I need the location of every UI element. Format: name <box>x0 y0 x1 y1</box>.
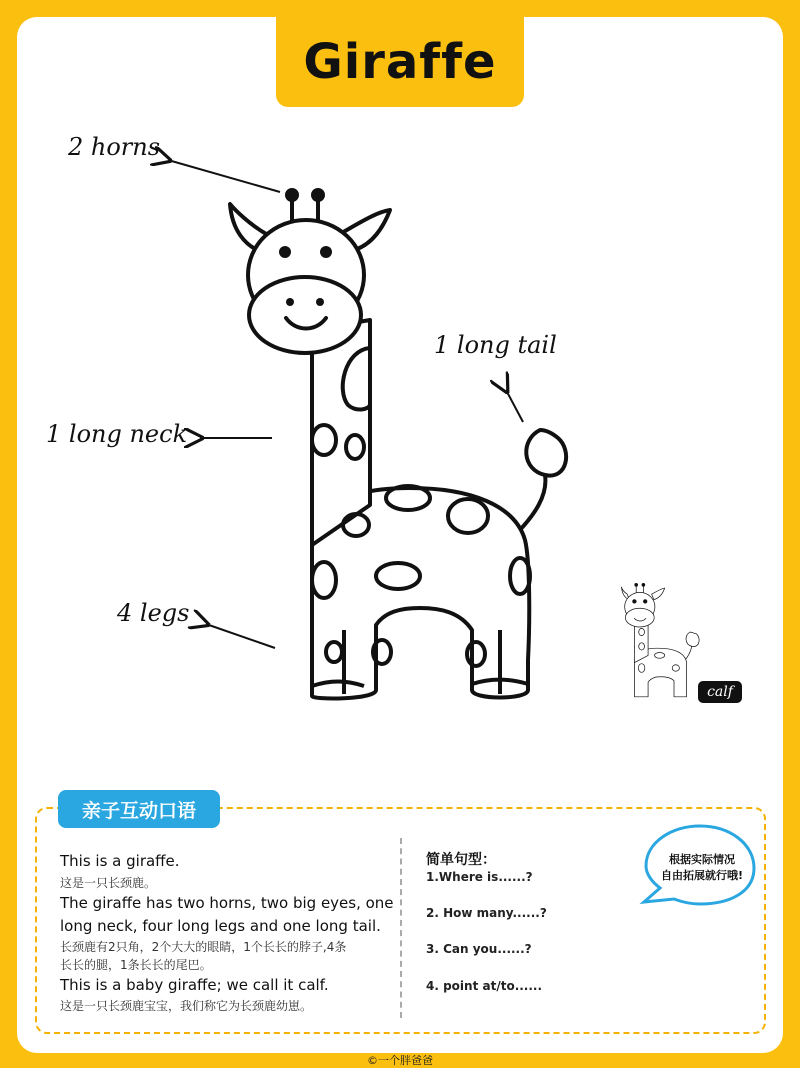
copyright: ©一个胖爸爸 <box>367 1054 433 1067</box>
sentence-cn: 长颈鹿有2只角，2个大大的眼睛，1个长长的脖子,4条 <box>60 940 347 954</box>
bubble-line: 自由拓展就行哦! <box>660 869 744 882</box>
sentence-cn: 这是一只长颈鹿。 <box>60 876 157 890</box>
arrow-horns <box>168 160 280 192</box>
sentence-en: This is a baby giraffe; we call it calf. <box>60 976 329 994</box>
sentence-en: The giraffe has two horns, two big eyes, one <box>60 894 394 912</box>
arrow-tail <box>506 390 523 422</box>
pattern-item: 2. How many......? <box>426 906 547 920</box>
patterns-title: 简单句型： <box>426 852 496 868</box>
sentence-en: long neck, four long legs and one long tail. <box>60 917 381 935</box>
arrow-legs <box>206 624 275 648</box>
sentence-cn: 这是一只长颈鹿宝宝，我们称它为长颈鹿幼崽。 <box>60 999 313 1013</box>
divider <box>400 838 402 1018</box>
label-legs: 4 legs <box>117 599 190 627</box>
page-title: Giraffe <box>303 34 497 90</box>
sentence-cn: 长长的腿，1条长长的尾巴。 <box>60 958 212 972</box>
pattern-item: 3. Can you......? <box>426 942 532 956</box>
bubble-line: 根据实际情况 <box>669 853 735 866</box>
calf-tag: calf <box>698 681 742 703</box>
label-neck: 1 long neck <box>46 420 188 448</box>
pattern-item: 1.Where is......? <box>426 870 533 884</box>
bubble-text <box>650 852 754 884</box>
dialog-tab: 亲子互动口语 <box>58 790 220 828</box>
label-horns: 2 horns <box>68 133 161 161</box>
label-tail: 1 long tail <box>434 331 557 359</box>
giraffe-big <box>230 190 566 698</box>
sentence-en: This is a giraffe. <box>60 852 180 870</box>
calf-illustration <box>621 583 699 696</box>
pattern-item: 4. point at/to...... <box>426 979 543 993</box>
